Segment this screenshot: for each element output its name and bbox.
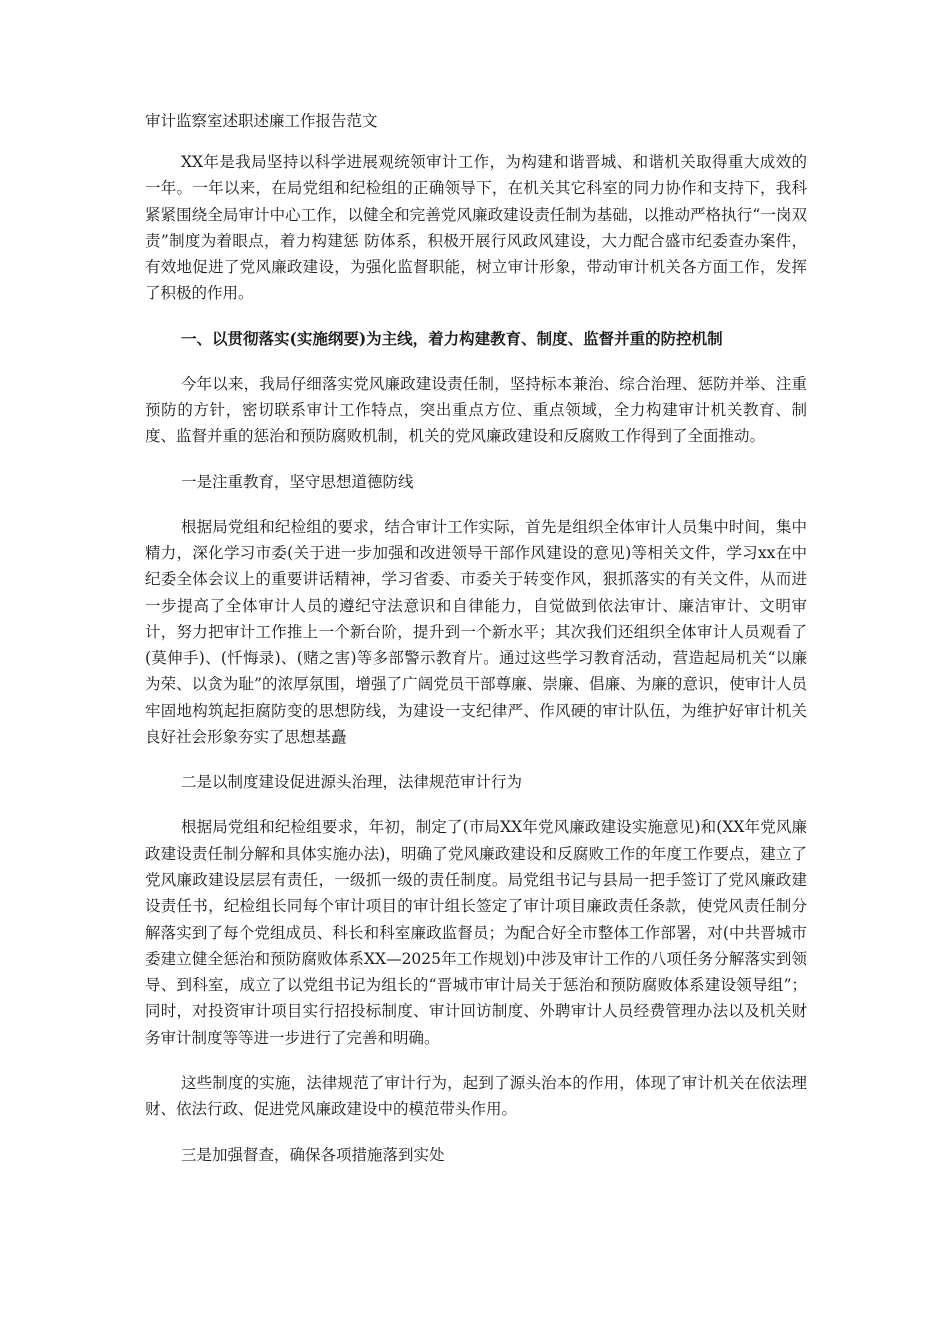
system-building-paragraph: 根据局党组和纪检组要求，年初，制定了(市局XX年党风廉政建设实施意见)和(XX年党风廉政建设责任制分解和具体实施办法)，明确了党风廉政建设和反腐败工作的年度工作要点，建立了党风廉政建设层层有责任，一级抓一级的责任制度。局党组书记与县局一把手签订了党风廉政建设责任书，纪检组长同每个审计项目的审计组长签定了审计项目廉政责任条款，使党风责任制分解落实到了每个党组成员、科长和科室廉政监督员；为配合好全市整体工作部署，对(中共晋城市委建立健全惩治和预防腐败体系XX—2025年工作规划)中涉及审计工作的八项任务分解落实到领导、到科室，成立了以党组书记为组长的“晋城市审计局关于惩治和预防腐败体系建设领导组”；同时，对投资审计项目实行招投标制度、审计回访制度、外聘审计人员经费管理办法以及机关财务审计制度等等进一步进行了完善和明确。	[145, 818, 807, 1047]
section-heading-1: 一、以贯彻落实(实施纲要)为主线，着力构建教育、制度、监督并重的防控机制	[181, 328, 723, 348]
subheading-system-building: 二是以制度建设促进源头治理，法律规范审计行为	[181, 773, 523, 792]
document-page	[145, 108, 807, 1187]
intro-paragraph: XX年是我局坚持以科学进展观统领审计工作，为构建和谐晋城、和谐机关取得重大成效的一年。一年以来，在局党组和纪检组的正确领导下，在机关其它科室的同力协作和支持下，我科紧紧围绕全局审计中心工作，以健全和完善党风廉政建设责任制为基础，以推动严格执行“一岗双责”制度为着眼点，着力构建惩 防体系，积极开展行风政风建设，大力配合盛市纪委查办案件，有效地促进了党风廉政建设，为强化监督职能，树立审计形象，带动审计机关各方面工作，发挥了积极的作用。	[145, 153, 807, 303]
education-paragraph: 根据局党组和纪检组的要求，结合审计工作实际，首先是组织全体审计人员集中时间，集中精力，深化学习市委(关于进一步加强和改进领导干部作风建设的意见)等相关文件，学习xx在中纪委全体会议上的重要讲话精神，学习省委、市委关于转变作风，狠抓落实的有关文件，从而进一步提高了全体审计人员的遵纪守法意识和自律能力，自觉做到依法审计、廉洁审计、文明审计，努力把审计工作推上一个新台阶，提升到一个新水平；其次我们还组织全体审计人员观看了(莫伸手)、(忏悔录)、(赌之害)等多部警示教育片。通过这些学习教育活动，营造起局机关“以廉为荣、以贪为耻”的浓厚氛围，增强了广阔党员干部尊廉、崇廉、倡廉、为廉的意识，使审计人员牢固地构筑起拒腐防变的思想防线，为建设一支纪律严、作风硬的审计队伍，为维护好审计机关良好社会形象夯实了思想基矗	[145, 517, 807, 747]
section-1-paragraph: 今年以来，我局仔细落实党风廉政建设责任制，坚持标本兼治、综合治理、惩防并举、注重预防的方针，密切联系审计工作特点，突出重点方位、重点领域，全力构建审计机关教育、制度、监督并重的惩治和预防腐败机制，机关的党风廉政建设和反腐败工作得到了全面推动。	[145, 374, 807, 446]
subheading-supervision: 三是加强督查，确保各项措施落到实处	[181, 1145, 445, 1164]
document-title: 审计监察室述职述廉工作报告范文	[145, 112, 378, 130]
subheading-education: 一是注重教育，坚守思想道德防线	[181, 472, 414, 491]
system-effect-paragraph: 这些制度的实施，法律规范了审计行为，起到了源头治本的作用，体现了审计机关在依法理财、依法行政、促进党风廉政建设中的模范带头作用。	[145, 1074, 807, 1119]
